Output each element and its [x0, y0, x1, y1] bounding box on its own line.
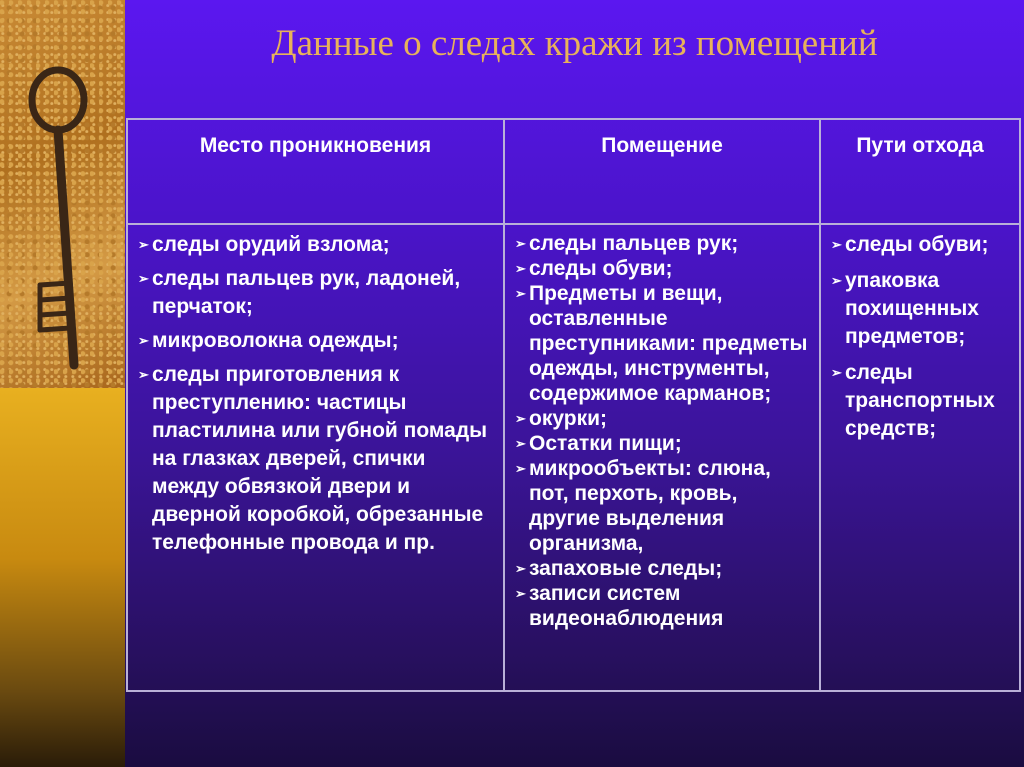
slide-title: Данные о следах кражи из помещений [271, 23, 878, 64]
header-entry-point: Место проникновения [127, 119, 504, 224]
table-header-row [127, 119, 1020, 224]
list-item: ➢ следы обуви; [517, 256, 809, 281]
list-item: ➢ упаковка похищенных предметов; [833, 267, 1009, 351]
list-item: ➢ Остатки пищи; [517, 431, 809, 456]
list-item: ➢ следы приготовления к преступлению: частицы пластилина или губной помады на глазках дверей, спички между обвязкой двери и дверной коробкой, обрезанные телефонные провода и пр. [140, 361, 493, 557]
list-item: ➢ следы обуви; [833, 231, 1009, 259]
list-item: ➢ следы пальцев рук; [517, 231, 809, 256]
table-row [127, 224, 1020, 691]
list-item: ➢ окурки; [517, 406, 809, 431]
list-item: ➢ микрообъекты: слюна, пот, перхоть, кровь, другие выделения организма, [517, 456, 809, 556]
cell-entry-point [127, 224, 504, 691]
list-item: ➢ следы транспортных средств; [833, 359, 1009, 443]
cell-premises [504, 224, 820, 691]
list-item: ➢ следы пальцев рук, ладоней, перчаток; [140, 265, 493, 321]
traces-table [126, 118, 1021, 692]
gold-band [0, 388, 125, 767]
list-item: ➢ запаховые следы; [517, 556, 809, 581]
list-item: ➢ микроволокна одежды; [140, 327, 493, 355]
key-icon [0, 0, 125, 388]
header-premises: Помещение [504, 119, 820, 224]
list-item: ➢ записи систем видеонаблюдения [517, 581, 809, 631]
list-item: ➢ Предметы и вещи, оставленные преступниками: предметы одежды, инструменты, содержимое карманов; [517, 281, 809, 406]
cell-escape-routes [820, 224, 1020, 691]
list-item: ➢ следы орудий взлома; [140, 231, 493, 259]
key-photo [0, 0, 125, 388]
header-escape-routes: Пути отхода [820, 119, 1020, 224]
